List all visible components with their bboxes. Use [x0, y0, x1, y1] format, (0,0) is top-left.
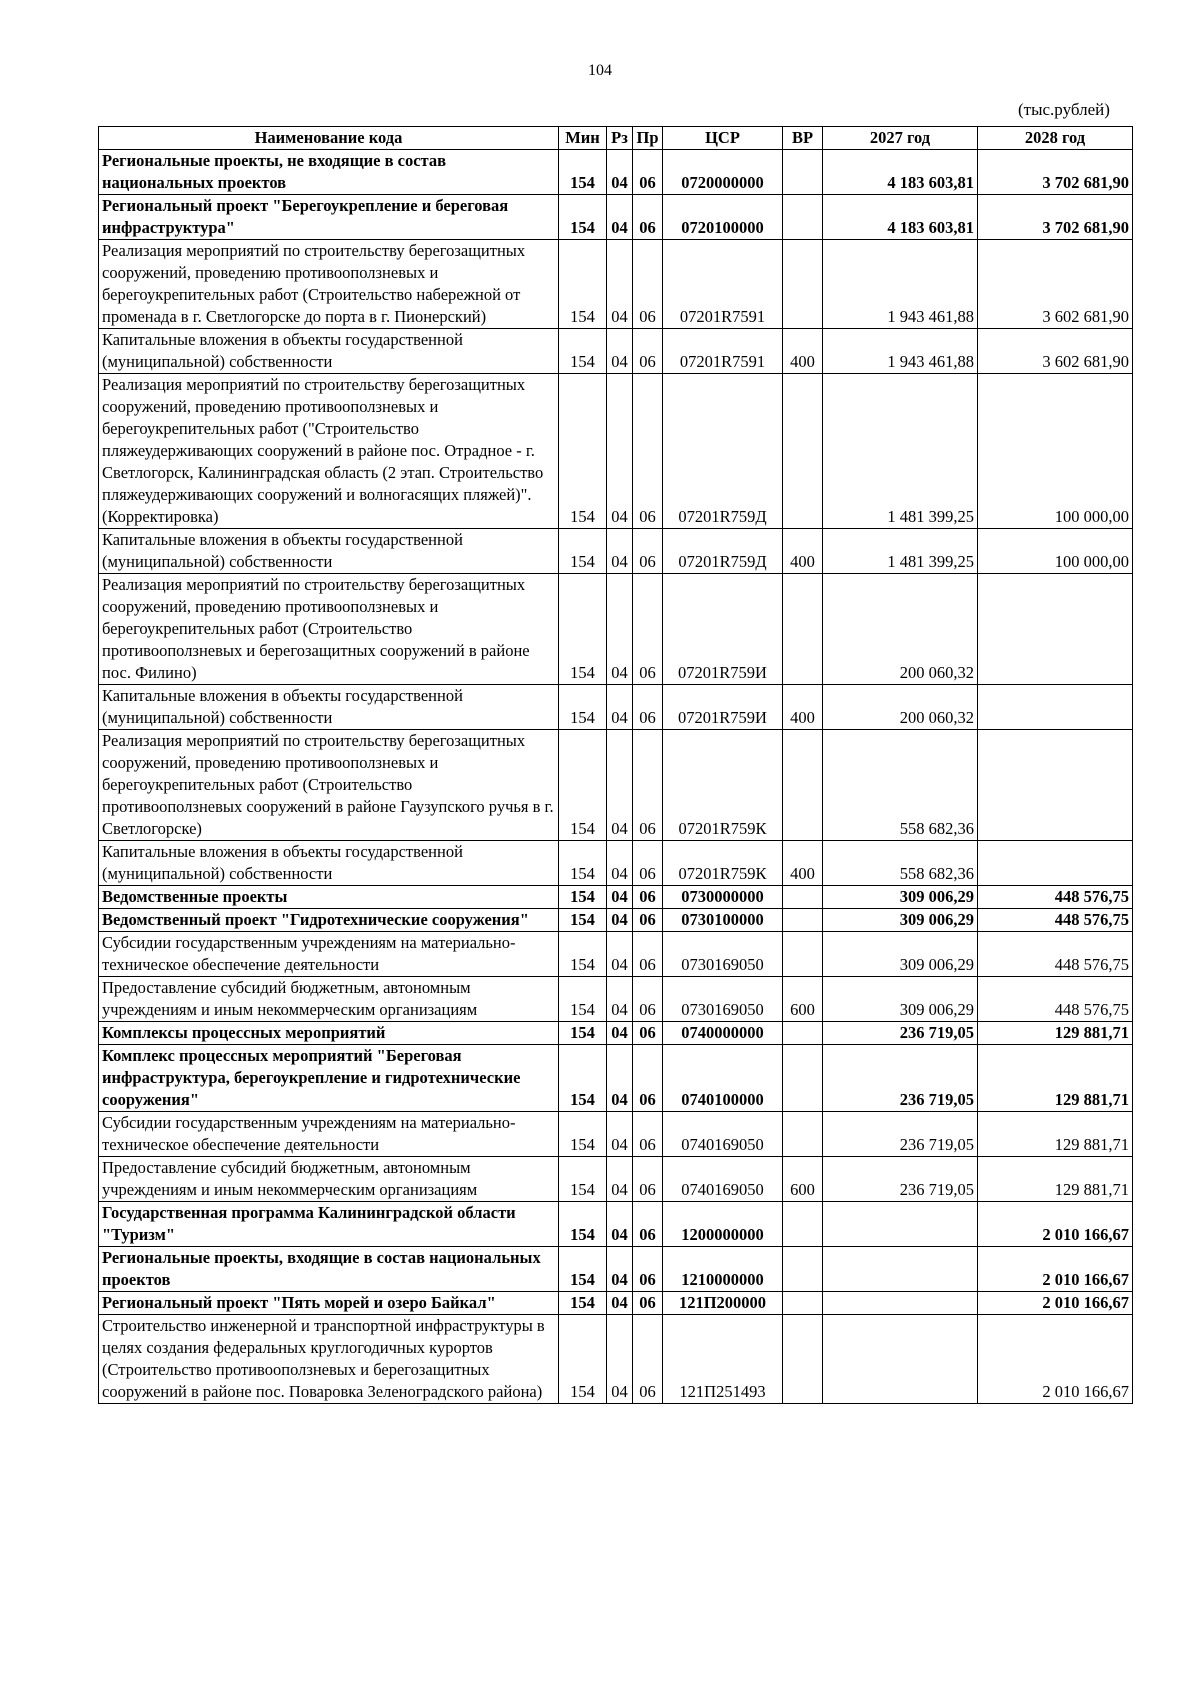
- row-2028: 2 010 166,67: [978, 1292, 1133, 1315]
- row-2027: 309 006,29: [823, 977, 978, 1022]
- row-name: Реализация мероприятий по строительству берегозащитных сооружений, проведению противооползневых и берегоукрепительных работ (Строительство набережной от променада в г. Светлогорске до порта в г. Пионерский): [99, 240, 559, 329]
- row-csr: 1210000000: [663, 1247, 783, 1292]
- row-vr: [783, 240, 823, 329]
- row-csr: 0730169050: [663, 932, 783, 977]
- table-row: [99, 240, 1133, 329]
- row-2027: 1 481 399,25: [823, 374, 978, 529]
- row-name: Субсидии государственным учреждениям на материально-техническое обеспечение деятельности: [99, 932, 559, 977]
- row-2028: 448 576,75: [978, 932, 1133, 977]
- row-2027: [823, 1315, 978, 1404]
- table-row: [99, 1157, 1133, 1202]
- row-pr: 06: [633, 932, 663, 977]
- row-rz: 04: [607, 886, 633, 909]
- header-pr: Пр: [633, 127, 663, 150]
- row-csr: 07201R759Д: [663, 529, 783, 574]
- row-2027: 200 060,32: [823, 574, 978, 685]
- header-rz: Рз: [607, 127, 633, 150]
- row-csr: 0740000000: [663, 1022, 783, 1045]
- table-row: [99, 1247, 1133, 1292]
- row-name: Ведомственные проекты: [99, 886, 559, 909]
- units-label: (тыс.рублей): [1018, 100, 1110, 119]
- row-2028: 448 576,75: [978, 886, 1133, 909]
- row-2027: 236 719,05: [823, 1022, 978, 1045]
- row-2028: 3 602 681,90: [978, 240, 1133, 329]
- row-pr: 06: [633, 1315, 663, 1404]
- budget-table: [98, 126, 1133, 1404]
- row-vr: [783, 574, 823, 685]
- row-vr: [783, 1112, 823, 1157]
- row-min: 154: [559, 574, 607, 685]
- row-2028: 3 602 681,90: [978, 329, 1133, 374]
- header-name: Наименование кода: [99, 127, 559, 150]
- row-2028: [978, 730, 1133, 841]
- table-row: [99, 909, 1133, 932]
- row-2028: 129 881,71: [978, 1045, 1133, 1112]
- table-row: [99, 1292, 1133, 1315]
- row-2028: 100 000,00: [978, 374, 1133, 529]
- header-2028: 2028 год: [978, 127, 1133, 150]
- row-csr: 0740169050: [663, 1157, 783, 1202]
- row-2028: 129 881,71: [978, 1022, 1133, 1045]
- row-pr: 06: [633, 150, 663, 195]
- row-csr: 1200000000: [663, 1202, 783, 1247]
- row-name: Комплекс процессных мероприятий "Береговая инфраструктура, берегоукрепление и гидротехнические сооружения": [99, 1045, 559, 1112]
- row-2028: 129 881,71: [978, 1112, 1133, 1157]
- row-2027: 4 183 603,81: [823, 195, 978, 240]
- row-pr: 06: [633, 329, 663, 374]
- row-pr: 06: [633, 730, 663, 841]
- table-row: [99, 730, 1133, 841]
- table-row: [99, 1202, 1133, 1247]
- row-vr: [783, 195, 823, 240]
- row-min: 154: [559, 841, 607, 886]
- row-name: Региональный проект "Берегоукрепление и береговая инфраструктура": [99, 195, 559, 240]
- row-pr: 06: [633, 1292, 663, 1315]
- row-rz: 04: [607, 932, 633, 977]
- row-min: 154: [559, 1022, 607, 1045]
- row-rz: 04: [607, 1157, 633, 1202]
- row-name: Капитальные вложения в объекты государственной (муниципальной) собственности: [99, 329, 559, 374]
- row-pr: 06: [633, 574, 663, 685]
- row-name: Ведомственный проект "Гидротехнические сооружения": [99, 909, 559, 932]
- table-row: [99, 1022, 1133, 1045]
- row-min: 154: [559, 150, 607, 195]
- table-row: [99, 932, 1133, 977]
- row-min: 154: [559, 374, 607, 529]
- row-vr: [783, 730, 823, 841]
- row-rz: 04: [607, 1022, 633, 1045]
- row-name: Региональные проекты, не входящие в состав национальных проектов: [99, 150, 559, 195]
- row-vr: [783, 1315, 823, 1404]
- row-rz: 04: [607, 574, 633, 685]
- row-rz: 04: [607, 730, 633, 841]
- table-row: [99, 1045, 1133, 1112]
- row-min: 154: [559, 240, 607, 329]
- row-min: 154: [559, 685, 607, 730]
- row-name: Государственная программа Калининградской области "Туризм": [99, 1202, 559, 1247]
- row-min: 154: [559, 195, 607, 240]
- row-2027: 200 060,32: [823, 685, 978, 730]
- row-2027: 1 943 461,88: [823, 329, 978, 374]
- row-2027: 309 006,29: [823, 909, 978, 932]
- row-rz: 04: [607, 1202, 633, 1247]
- row-vr: [783, 374, 823, 529]
- row-min: 154: [559, 1315, 607, 1404]
- row-pr: 06: [633, 909, 663, 932]
- row-name: Капитальные вложения в объекты государственной (муниципальной) собственности: [99, 529, 559, 574]
- row-csr: 0720000000: [663, 150, 783, 195]
- row-name: Комплексы процессных мероприятий: [99, 1022, 559, 1045]
- page-number: 104: [588, 62, 612, 79]
- row-name: Реализация мероприятий по строительству берегозащитных сооружений, проведению противооползневых и берегоукрепительных работ ("Строительство пляжеудерживающих сооружений в районе пос. Отрадное - г. Светлогорск, Калининградская область (2 этап. Строительство пляжеудерживающих сооружений и волногасящих пляжей)". (Корректировка): [99, 374, 559, 529]
- table-row: [99, 1112, 1133, 1157]
- row-2027: 558 682,36: [823, 730, 978, 841]
- row-vr: [783, 886, 823, 909]
- row-vr: [783, 1022, 823, 1045]
- row-vr: 600: [783, 1157, 823, 1202]
- row-name: Капитальные вложения в объекты государственной (муниципальной) собственности: [99, 841, 559, 886]
- row-vr: [783, 932, 823, 977]
- row-min: 154: [559, 909, 607, 932]
- row-csr: 0740169050: [663, 1112, 783, 1157]
- row-name: Предоставление субсидий бюджетным, автономным учреждениям и иным некоммерческим организациям: [99, 1157, 559, 1202]
- row-csr: 121П200000: [663, 1292, 783, 1315]
- row-2028: 448 576,75: [978, 977, 1133, 1022]
- row-min: 154: [559, 977, 607, 1022]
- row-rz: 04: [607, 685, 633, 730]
- row-rz: 04: [607, 150, 633, 195]
- row-pr: 06: [633, 529, 663, 574]
- row-2028: 448 576,75: [978, 909, 1133, 932]
- row-vr: 400: [783, 329, 823, 374]
- row-2028: 3 702 681,90: [978, 195, 1133, 240]
- row-csr: 07201R759Д: [663, 374, 783, 529]
- row-name: Предоставление субсидий бюджетным, автономным учреждениям и иным некоммерческим организациям: [99, 977, 559, 1022]
- row-pr: 06: [633, 1157, 663, 1202]
- table-row: [99, 329, 1133, 374]
- row-pr: 06: [633, 1022, 663, 1045]
- row-min: 154: [559, 1112, 607, 1157]
- table-row: [99, 150, 1133, 195]
- row-2027: 236 719,05: [823, 1157, 978, 1202]
- row-csr: 07201R7591: [663, 329, 783, 374]
- row-vr: 600: [783, 977, 823, 1022]
- row-name: Строительство инженерной и транспортной инфраструктуры в целях создания федеральных круглогодичных курортов (Строительство противооползневых и берегозащитных сооружений в районе пос. Поваровка Зеленоградского района): [99, 1315, 559, 1404]
- row-pr: 06: [633, 977, 663, 1022]
- row-rz: 04: [607, 1112, 633, 1157]
- row-pr: 06: [633, 240, 663, 329]
- row-min: 154: [559, 730, 607, 841]
- row-pr: 06: [633, 1202, 663, 1247]
- row-2028: 2 010 166,67: [978, 1202, 1133, 1247]
- row-rz: 04: [607, 1292, 633, 1315]
- row-2027: 4 183 603,81: [823, 150, 978, 195]
- row-csr: 0730169050: [663, 977, 783, 1022]
- row-2028: [978, 574, 1133, 685]
- row-2027: 1 481 399,25: [823, 529, 978, 574]
- row-2027: 236 719,05: [823, 1112, 978, 1157]
- row-rz: 04: [607, 240, 633, 329]
- row-pr: 06: [633, 886, 663, 909]
- row-name: Реализация мероприятий по строительству берегозащитных сооружений, проведению противооползневых и берегоукрепительных работ (Строительство противооползневых сооружений в районе Гаузупского ручья в г. Светлогорске): [99, 730, 559, 841]
- row-csr: 07201R759К: [663, 841, 783, 886]
- row-2028: 129 881,71: [978, 1157, 1133, 1202]
- row-vr: [783, 1202, 823, 1247]
- row-vr: [783, 1247, 823, 1292]
- row-2027: 309 006,29: [823, 886, 978, 909]
- row-pr: 06: [633, 1045, 663, 1112]
- row-csr: 07201R7591: [663, 240, 783, 329]
- row-csr: 0740100000: [663, 1045, 783, 1112]
- row-csr: 07201R759И: [663, 685, 783, 730]
- row-csr: 0730100000: [663, 909, 783, 932]
- row-rz: 04: [607, 1045, 633, 1112]
- row-2028: [978, 685, 1133, 730]
- row-vr: 400: [783, 841, 823, 886]
- row-2028: [978, 841, 1133, 886]
- row-name: Реализация мероприятий по строительству берегозащитных сооружений, проведению противооползневых и берегоукрепительных работ (Строительство противооползневых и берегозащитных сооружений в районе пос. Филино): [99, 574, 559, 685]
- row-vr: 400: [783, 529, 823, 574]
- row-pr: 06: [633, 841, 663, 886]
- row-rz: 04: [607, 195, 633, 240]
- row-2027: 309 006,29: [823, 932, 978, 977]
- row-2027: 558 682,36: [823, 841, 978, 886]
- row-csr: 07201R759К: [663, 730, 783, 841]
- row-csr: 0720100000: [663, 195, 783, 240]
- row-name: Капитальные вложения в объекты государственной (муниципальной) собственности: [99, 685, 559, 730]
- row-rz: 04: [607, 1315, 633, 1404]
- row-name: Субсидии государственным учреждениям на материально-техническое обеспечение деятельности: [99, 1112, 559, 1157]
- row-min: 154: [559, 1157, 607, 1202]
- row-csr: 121П251493: [663, 1315, 783, 1404]
- row-vr: [783, 1045, 823, 1112]
- table-row: [99, 529, 1133, 574]
- row-2027: [823, 1202, 978, 1247]
- header-2027: 2027 год: [823, 127, 978, 150]
- row-2027: 1 943 461,88: [823, 240, 978, 329]
- table-row: [99, 374, 1133, 529]
- row-2027: 236 719,05: [823, 1045, 978, 1112]
- row-2027: [823, 1292, 978, 1315]
- row-vr: [783, 909, 823, 932]
- table-row: [99, 574, 1133, 685]
- row-pr: 06: [633, 1247, 663, 1292]
- row-min: 154: [559, 932, 607, 977]
- table-row: [99, 1315, 1133, 1404]
- table-header-row: [99, 127, 1133, 150]
- row-min: 154: [559, 329, 607, 374]
- row-vr: [783, 1292, 823, 1315]
- row-name: Региональный проект "Пять морей и озеро Байкал": [99, 1292, 559, 1315]
- table-row: [99, 841, 1133, 886]
- row-rz: 04: [607, 374, 633, 529]
- row-pr: 06: [633, 1112, 663, 1157]
- header-vr: ВР: [783, 127, 823, 150]
- row-pr: 06: [633, 195, 663, 240]
- header-min: Мин: [559, 127, 607, 150]
- row-rz: 04: [607, 529, 633, 574]
- row-2028: 100 000,00: [978, 529, 1133, 574]
- row-csr: 07201R759И: [663, 574, 783, 685]
- table-row: [99, 195, 1133, 240]
- row-min: 154: [559, 1202, 607, 1247]
- row-rz: 04: [607, 841, 633, 886]
- row-name: Региональные проекты, входящие в состав национальных проектов: [99, 1247, 559, 1292]
- table-row: [99, 886, 1133, 909]
- table-row: [99, 977, 1133, 1022]
- row-vr: 400: [783, 685, 823, 730]
- row-2028: 2 010 166,67: [978, 1315, 1133, 1404]
- row-2027: [823, 1247, 978, 1292]
- row-rz: 04: [607, 1247, 633, 1292]
- row-csr: 0730000000: [663, 886, 783, 909]
- row-vr: [783, 150, 823, 195]
- row-rz: 04: [607, 977, 633, 1022]
- row-pr: 06: [633, 374, 663, 529]
- row-min: 154: [559, 1247, 607, 1292]
- row-2028: 3 702 681,90: [978, 150, 1133, 195]
- row-2028: 2 010 166,67: [978, 1247, 1133, 1292]
- row-min: 154: [559, 886, 607, 909]
- row-rz: 04: [607, 909, 633, 932]
- row-min: 154: [559, 529, 607, 574]
- row-min: 154: [559, 1292, 607, 1315]
- row-pr: 06: [633, 685, 663, 730]
- row-rz: 04: [607, 329, 633, 374]
- table-row: [99, 685, 1133, 730]
- row-min: 154: [559, 1045, 607, 1112]
- header-csr: ЦСР: [663, 127, 783, 150]
